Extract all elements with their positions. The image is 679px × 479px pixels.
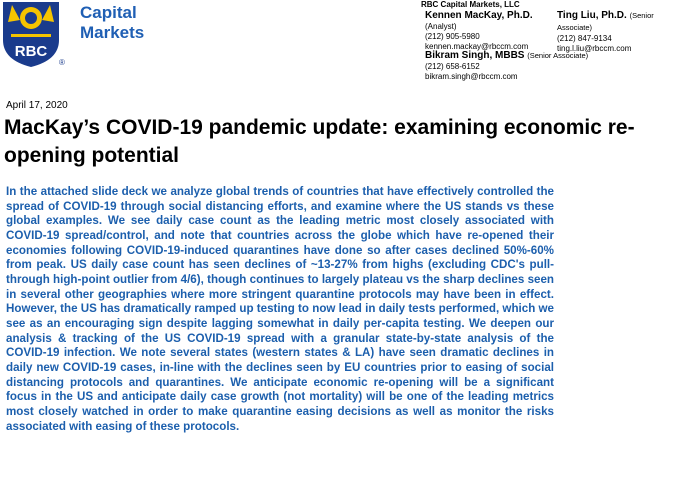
analyst-name bbox=[425, 50, 588, 62]
analyst-phone: (212) 905-5980 bbox=[425, 32, 480, 41]
analyst-name-text: Bikram Singh, MBBS bbox=[425, 50, 525, 61]
firm-name: RBC Capital Markets, LLC bbox=[421, 0, 520, 9]
report-summary-paragraph: In the attached slide deck we analyze global trends of countries that have effectively controlled the spread of COVID-19 through social distancing efforts, and examine where the US stands vs these global examples. We see daily case count as the leading metric most closely associated with COVID-19 spread/control, and note that countries across the globe which have re-opened their economies following COVID-19-induced quarantines have done so after cases declined 50%-60% from peak. US daily case count has seen declines of ~13-27% from highs (excluding CDC's pull-through high-point outlier from 4/6), though continues to largely plateau vs the sharp declines seen in several other geographies where more stringent quarantine protocols may have been in effect. However, the US has dramatically ramped up testing to now lead in daily tests performed, which we see as an encouraging sign despite lagging somewhat in daily per-capita testing. We deepen our analysis & tracking of the US COVID-19 spread with a granular state-by-state analysis of the COVID-19 infection. We note several states (western states & LA) have seen dramatic declines in daily new COVID-19 cases, in-line with the declines seen by EU countries prior to easing of social distancing protocols and quarantines. We anticipate economic re-opening will be a significant focus in the US and anticipate daily case growth (not mortality) will be one of the leading metrics most closely watched in order to make quarantine easing decisions as well as monitor the risks associated with easing of these protocols. bbox=[6, 185, 554, 433]
analyst-name: Kennen MacKay, Ph.D. bbox=[425, 10, 533, 21]
logo-wordmark bbox=[80, 3, 144, 43]
report-title: MacKay’s COVID-19 pandemic update: examining economic re-opening potential bbox=[4, 116, 635, 167]
analyst-name bbox=[557, 10, 679, 34]
registered-mark: ® bbox=[59, 58, 65, 67]
analyst-contact-mackay bbox=[425, 10, 533, 52]
analyst-email: bikram.singh@rbccm.com bbox=[425, 72, 518, 81]
analyst-name-text: Ting Liu, Ph.D. bbox=[557, 10, 627, 21]
analyst-contact-liu bbox=[557, 10, 679, 54]
analyst-phone: (212) 847-9134 bbox=[557, 34, 612, 43]
analyst-title-inline: (Senior Associate) bbox=[527, 51, 589, 60]
analyst-email: kennen.mackay@rbccm.com bbox=[425, 42, 529, 51]
analyst-title-inline: (Senior Associate) bbox=[557, 11, 654, 32]
analyst-email: ting.l.liu@rbccm.com bbox=[557, 44, 632, 53]
analyst-contact-singh bbox=[425, 50, 588, 82]
rbc-mark-text: RBC bbox=[14, 43, 48, 60]
rbc-shield-lion-icon bbox=[0, 0, 62, 68]
report-date: April 17, 2020 bbox=[6, 100, 68, 111]
logo-line-capital: Capital bbox=[80, 3, 137, 22]
rbc-capital-markets-logo bbox=[0, 0, 160, 72]
analyst-title: (Analyst) bbox=[425, 22, 457, 31]
logo-line-markets: Markets bbox=[80, 23, 145, 42]
analyst-phone: (212) 658-6152 bbox=[425, 62, 480, 71]
